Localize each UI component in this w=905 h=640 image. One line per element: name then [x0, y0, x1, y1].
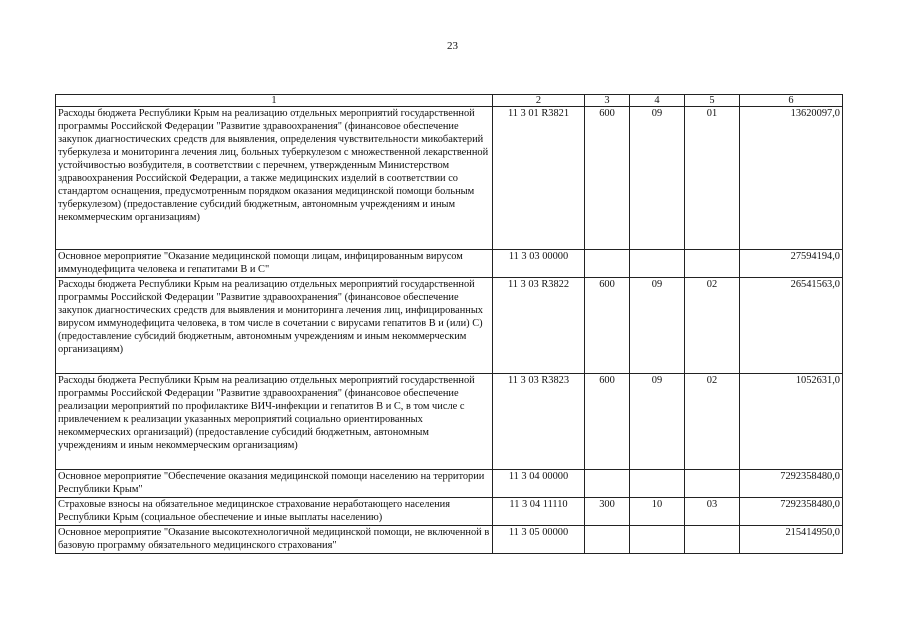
column-header-3: 3: [585, 95, 630, 107]
row-description: Основное мероприятие "Обеспечение оказания медицинской помощи населению на территории Республики Крым": [56, 470, 493, 498]
row-description: Расходы бюджета Республики Крым на реализацию отдельных мероприятий государственной программы Российской Федерации "Развитие здравоохранения" (финансовое обеспечение реализации мероприятий по профилактике ВИЧ-инфекции и гепатитов В и С, в том числе с привлечением к реализации указанных мероприятий социально ориентированных некоммерческих организаций) (предоставление субсидий бюджетным, автономным учреждениям и иным некоммерческим организациям): [56, 374, 493, 470]
column-header-6: 6: [740, 95, 843, 107]
table-row: [56, 107, 843, 250]
table-row: [56, 498, 843, 526]
row-c4: 09: [630, 278, 685, 374]
row-c3: 600: [585, 107, 630, 250]
row-code: 11 3 03 00000: [493, 250, 585, 278]
row-amount: 13620097,0: [740, 107, 843, 250]
table-row: [56, 250, 843, 278]
row-c3: [585, 250, 630, 278]
row-c5: 03: [685, 498, 740, 526]
row-code: 11 3 05 00000: [493, 526, 585, 554]
column-header-5: 5: [685, 95, 740, 107]
row-amount: 7292358480,0: [740, 498, 843, 526]
row-c5: 02: [685, 374, 740, 470]
row-c3: 600: [585, 374, 630, 470]
row-description: Основное мероприятие "Оказание медицинской помощи лицам, инфицированным вирусом иммунодефицита человека и гепатитами В и С": [56, 250, 493, 278]
column-header-2: 2: [493, 95, 585, 107]
row-c4: [630, 470, 685, 498]
row-amount: 215414950,0: [740, 526, 843, 554]
row-amount: 7292358480,0: [740, 470, 843, 498]
column-header-4: 4: [630, 95, 685, 107]
row-amount: 27594194,0: [740, 250, 843, 278]
row-code: 11 3 03 R3822: [493, 278, 585, 374]
row-code: 11 3 03 R3823: [493, 374, 585, 470]
row-c5: 02: [685, 278, 740, 374]
row-amount: 1052631,0: [740, 374, 843, 470]
row-c3: 600: [585, 278, 630, 374]
row-c5: [685, 526, 740, 554]
row-c3: [585, 526, 630, 554]
row-description: Основное мероприятие "Оказание высокотехнологичной медицинской помощи, не включенной в базовую программу обязательного медицинского страхования": [56, 526, 493, 554]
table-row: [56, 374, 843, 470]
row-c3: [585, 470, 630, 498]
budget-table: [55, 94, 843, 554]
row-c4: 09: [630, 374, 685, 470]
row-c5: 01: [685, 107, 740, 250]
row-c5: [685, 470, 740, 498]
row-amount: 26541563,0: [740, 278, 843, 374]
row-c5: [685, 250, 740, 278]
row-code: 11 3 04 00000: [493, 470, 585, 498]
row-c4: [630, 526, 685, 554]
column-header-1: 1: [56, 95, 493, 107]
table-header-row: [56, 95, 843, 107]
row-c4: [630, 250, 685, 278]
row-c4: 09: [630, 107, 685, 250]
row-description: Расходы бюджета Республики Крым на реализацию отдельных мероприятий государственной программы Российской Федерации "Развитие здравоохранения" (финансовое обеспечение закупок диагностических средств для выявления, определения чувствительности микобактерий туберкулеза и мониторинга лечения лиц, больных туберкулезом с множественной лекарственной устойчивостью возбудителя, в соответствии с перечнем, утвержденным Министерством здравоохранения Российской Федерации, а также медицинских изделий в соответствии со стандартом оснащения, предусмотренным порядком оказания медицинской помощи больным туберкулезом) (предоставление субсидий бюджетным, автономным учреждениям и иным некоммерческим организациям): [56, 107, 493, 250]
table-row: [56, 526, 843, 554]
row-c4: 10: [630, 498, 685, 526]
page-number: 23: [447, 40, 458, 52]
row-code: 11 3 01 R3821: [493, 107, 585, 250]
row-description: Расходы бюджета Республики Крым на реализацию отдельных мероприятий государственной программы Российской Федерации "Развитие здравоохранения" (финансовое обеспечение закупок диагностических средств для выявления и мониторинга лечения лиц, инфицированных вирусом иммунодефицита человека, в том числе в сочетании с вирусами гепатитов В и (или) С) (предоставление субсидий бюджетным, автономным учреждениям и иным некоммерческим организациям): [56, 278, 493, 374]
row-c3: 300: [585, 498, 630, 526]
table-row: [56, 278, 843, 374]
row-code: 11 3 04 11110: [493, 498, 585, 526]
table-row: [56, 470, 843, 498]
row-description: Страховые взносы на обязательное медицинское страхование неработающего населения Республики Крым (социальное обеспечение и иные выплаты населению): [56, 498, 493, 526]
